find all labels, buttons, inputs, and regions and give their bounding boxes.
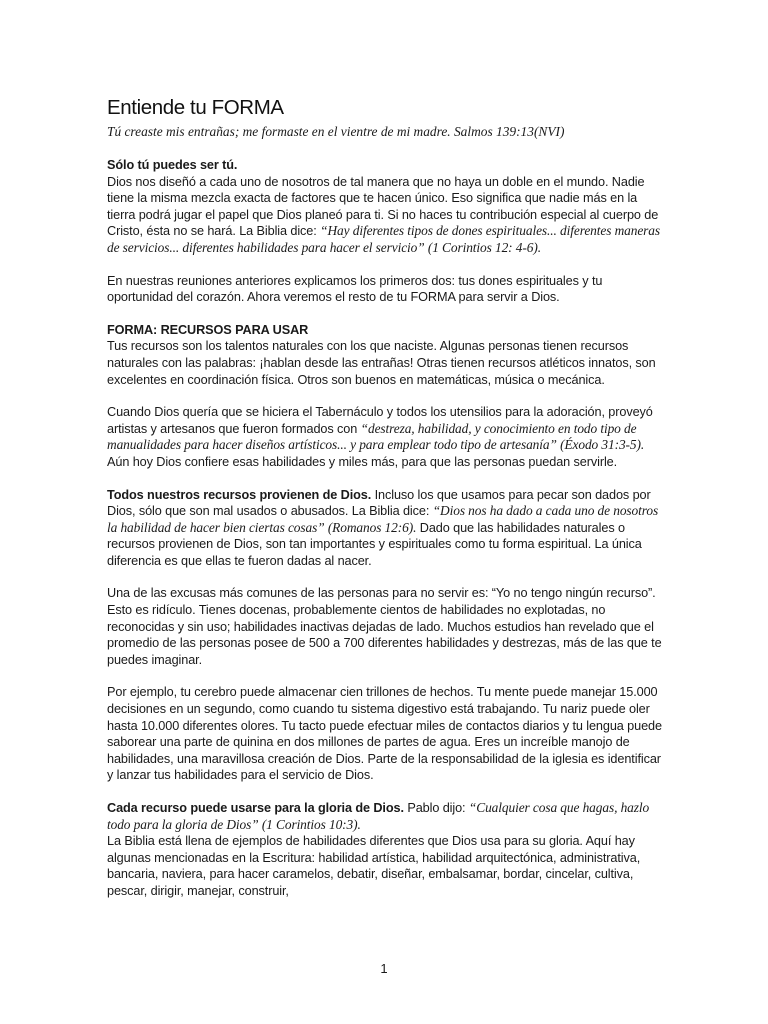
bible-quote: “Dios nos ha dado a cada uno de nosotros la habilidad de hacer bien ciertas cosas” (Romanos 12:6). [107,503,659,535]
section-heading-recursos: FORMA: RECURSOS PARA USAR [107,322,309,337]
paragraph-text: Tus recursos son los talentos naturales con los que naciste. Algunas personas tienen recursos naturales con las palabras: ¡hablan desde las entrañas! Otras tienen recursos atléticos innatos, son excelentes en coordinación física. Otros son buenos en matemáticas, música o mecánica. [107,339,656,387]
paragraph-text: Dado que las habilidades naturales o recursos provienen de Dios, son tan importantes y espirituales como tu forma espiritual. La única diferencia es que ellas te fueron dadas al nacer. [107,520,642,568]
paragraph-ejemplo: Por ejemplo, tu cerebro puede almacenar cien trillones de hechos. Tu mente puede manejar 15.000 decisiones en un segundo, como cuando tu sistema digestivo está trabajando. Tu nariz puede oler hasta 10.000 diferentes olores. Tu tacto puede efectuar miles de contactos diarios y tu lengua puede saborear una parte de quinina en dos millones de partes de agua. Eres un increíble manojo de habilidades, una maravillosa creación de Dios. Parte de la responsabilidad de la iglesia es identificar y lanzar tus habilidades para el servicio de Dios. [107,685,662,783]
paragraph-text: Pablo dijo: [403,801,469,815]
bold-lead: Cada recurso puede usarse para la gloria de Dios. [107,801,404,815]
bible-quote: “Hay diferentes tipos de dones espirituales... diferentes maneras de servicios... diferentes habilidades para hacer el servicio” (1 Corintios 12: 4-6). [107,223,661,255]
paragraph-excusas: Una de las excusas más comunes de las personas para no servir es: “Yo no tengo ningún recurso”. Esto es ridículo. Tienes docenas, probablemente cientos de habilidades no explotadas, no reconocidas y sin uso; habilidades inactivas dejadas de lado. Muchos estudios han revelado que el promedio de las personas posee de 500 a 700 diferentes habilidades y destrezas, más de las que te puedes imaginar. [107,586,662,667]
paragraph-text: Dios nos diseñó a cada uno de nosotros de tal manera que no haya un doble en el mundo. Nadie tiene la misma mezcla exacta de factores que te hacen único. Eso significa que nadie más en la tierra podrá jugar el papel que Dios planeó para ti. Si no haces tu contribución especial al cuerpo de Cristo, ésta no se hará. La Biblia dice: [107,174,659,239]
paragraph-reuniones: En nuestras reuniones anteriores explicamos los primeros dos: tus dones espirituales y tu oportunidad del corazón. Ahora veremos el resto de tu FORMA para servir a Dios. [107,273,603,305]
bold-lead: Todos nuestros recursos provienen de Dios. [107,487,372,502]
page-number: 1 [380,961,388,976]
paragraph-solo-tu [107,157,664,257]
paragraph-text: Incluso los que usamos para pecar son dados por Dios, sólo que son mal usados o abusados. La Biblia dice: [107,487,651,519]
paragraph-text: Aún hoy Dios confiere esas habilidades y miles más, para que las personas puedan servirle. [107,454,618,469]
paragraph-recursos [107,322,664,388]
bible-quote: “Cualquier cosa que hagas, hazlo todo para la gloria de Dios” (1 Corintios 10:3). [107,800,650,832]
document-title: Entiende tu FORMA [107,96,284,119]
paragraph-text: Cuando Dios quería que se hiciera el Tabernáculo y todos los utensilios para la adoración, proveyó artistas y artesanos que fueron formados con [107,405,653,436]
bible-quote: “destreza, habilidad, y conocimiento en todo tipo de manualidades para hacer diseños artísticos... y para emplear todo tipo de artesanía” (Éxodo 31:3-5). [107,420,645,453]
paragraph-text: La Biblia está llena de ejemplos de habilidades diferentes que Dios usa para su gloria. Aquí hay algunas mencionadas en la Escritura: habilidad artística, habilidad arquitectónica, administrativa, bancaria, naviera, para hacer caramelos, debatir, diseñar, embalsamar, bordar, cincelar, cultiva, pescar, dirigir, manejar, construir, [107,834,641,898]
paragraph-gloria [107,800,664,900]
epigraph-verse: Tú creaste mis entrañas; me formaste en el vientre de mi madre. Salmos 139:13(NVI) [107,124,565,139]
paragraph-todos-recursos [107,487,664,570]
section-heading-solo-tu: Sólo tú puedes ser tú. [107,158,238,172]
paragraph-tabernaculo [107,404,664,470]
